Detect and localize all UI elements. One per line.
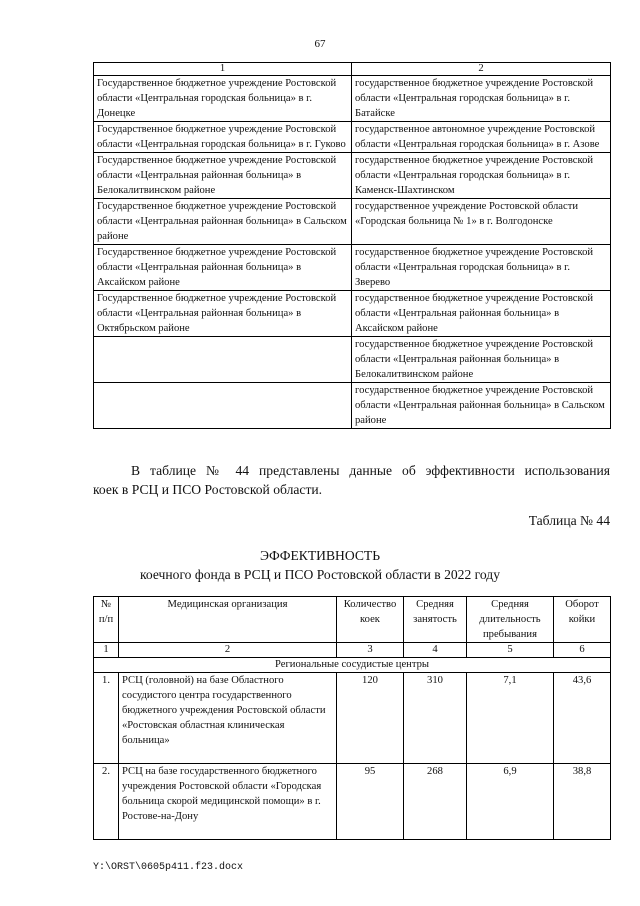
column-number-cell: 4 xyxy=(404,643,467,658)
table-cell: Государственное бюджетное учреждение Ростовской области «Центральная районная больница» в Аксайском районе xyxy=(94,245,352,291)
column-number-cell: 5 xyxy=(467,643,554,658)
continued-institutions-table xyxy=(93,62,611,429)
table-row xyxy=(94,245,611,291)
table-row xyxy=(94,153,611,199)
page-number: 67 xyxy=(314,38,326,50)
beds-cell: 120 xyxy=(337,673,404,764)
body-paragraph xyxy=(93,461,610,499)
bed-efficiency-table xyxy=(93,596,611,840)
header-cell: Средняя длительность пребывания xyxy=(467,597,554,643)
header-cell: № п/п xyxy=(94,597,119,643)
section-heading: Региональные сосудистые центры xyxy=(94,658,611,673)
turnover-cell: 43,6 xyxy=(554,673,611,764)
table-cell: государственное бюджетное учреждение Ростовской области «Центральная городская больница» в г. Каменск-Шахтинском xyxy=(352,153,611,199)
beds-cell: 95 xyxy=(337,764,404,840)
stay-length-cell: 6,9 xyxy=(467,764,554,840)
row-number-cell: 1. xyxy=(94,673,119,764)
row-number-cell: 2. xyxy=(94,764,119,840)
table-row xyxy=(94,76,611,122)
table-row xyxy=(94,122,611,153)
table-row xyxy=(94,764,611,840)
table-cell: государственное бюджетное учреждение Ростовской области «Центральная районная больница» в Сальском районе xyxy=(352,383,611,429)
header-cell: Оборот койки xyxy=(554,597,611,643)
table-cell: государственное бюджетное учреждение Ростовской области «Центральная городская больница» в г. Батайске xyxy=(352,76,611,122)
section-row xyxy=(94,658,611,673)
column-number-cell: 1 xyxy=(94,63,352,76)
table-cell: Государственное бюджетное учреждение Ростовской области «Центральная районная больница» в Сальском районе xyxy=(94,199,352,245)
occupancy-cell: 268 xyxy=(404,764,467,840)
occupancy-cell: 310 xyxy=(404,673,467,764)
column-number-cell: 2 xyxy=(352,63,611,76)
paragraph-line: В таблице № 44 представлены данные об эффективности использования xyxy=(131,463,610,478)
table-title: ЭФФЕКТИВНОСТЬ xyxy=(259,548,381,563)
table-cell: Государственное бюджетное учреждение Ростовской области «Центральная городская больница» в г. Донецке xyxy=(94,76,352,122)
table-header-row xyxy=(94,63,611,76)
table-row xyxy=(94,291,611,337)
column-number-cell: 6 xyxy=(554,643,611,658)
table-cell: государственное бюджетное учреждение Ростовской области «Центральная районная больница» в Белокалитвинском районе xyxy=(352,337,611,383)
column-number-row xyxy=(94,643,611,658)
header-cell: Количество коек xyxy=(337,597,404,643)
table-cell xyxy=(94,337,352,383)
header-cell: Медицинская организация xyxy=(119,597,337,643)
table-cell: государственное бюджетное учреждение Ростовской области «Центральная районная больница» в Аксайском районе xyxy=(352,291,611,337)
table-cell: государственное учреждение Ростовской области «Городская больница № 1» в г. Волгодонске xyxy=(352,199,611,245)
table-row xyxy=(94,199,611,245)
paragraph-line: коек в РСЦ и ПСО Ростовской области. xyxy=(93,482,323,497)
table-header-row xyxy=(94,597,611,643)
table-cell: Государственное бюджетное учреждение Ростовской области «Центральная районная больница» в Октябрьском районе xyxy=(94,291,352,337)
table-label: Таблица № 44 xyxy=(528,513,610,528)
table-subtitle: коечного фонда в РСЦ и ПСО Ростовской области в 2022 году xyxy=(139,567,501,582)
column-number-cell: 1 xyxy=(94,643,119,658)
table-cell: государственное автономное учреждение Ростовской области «Центральная городская больница» в г. Азове xyxy=(352,122,611,153)
table-cell: Государственное бюджетное учреждение Ростовской области «Центральная районная больница» в Белокалитвинском районе xyxy=(94,153,352,199)
turnover-cell: 38,8 xyxy=(554,764,611,840)
table-cell: государственное бюджетное учреждение Ростовской области «Центральная городская больница» в г. Зверево xyxy=(352,245,611,291)
stay-length-cell: 7,1 xyxy=(467,673,554,764)
header-cell: Средняя занятость xyxy=(404,597,467,643)
organization-cell: РСЦ на базе государственного бюджетного учреждения Ростовской области «Городская больница скорой медицинской помощи» в г. Ростове-на-Дону xyxy=(119,764,337,840)
column-number-cell: 2 xyxy=(119,643,337,658)
file-path-footer: Y:\ORST\0605p411.f23.docx xyxy=(93,862,244,873)
column-number-cell: 3 xyxy=(337,643,404,658)
table-row xyxy=(94,337,611,383)
table-cell xyxy=(94,383,352,429)
table-row xyxy=(94,673,611,764)
table-cell: Государственное бюджетное учреждение Ростовской области «Центральная городская больница» в г. Гуково xyxy=(94,122,352,153)
table-row xyxy=(94,383,611,429)
organization-cell: РСЦ (головной) на базе Областного сосудистого центра государственного бюджетного учреждения Ростовской области «Ростовская областная клиническая больница» xyxy=(119,673,337,764)
